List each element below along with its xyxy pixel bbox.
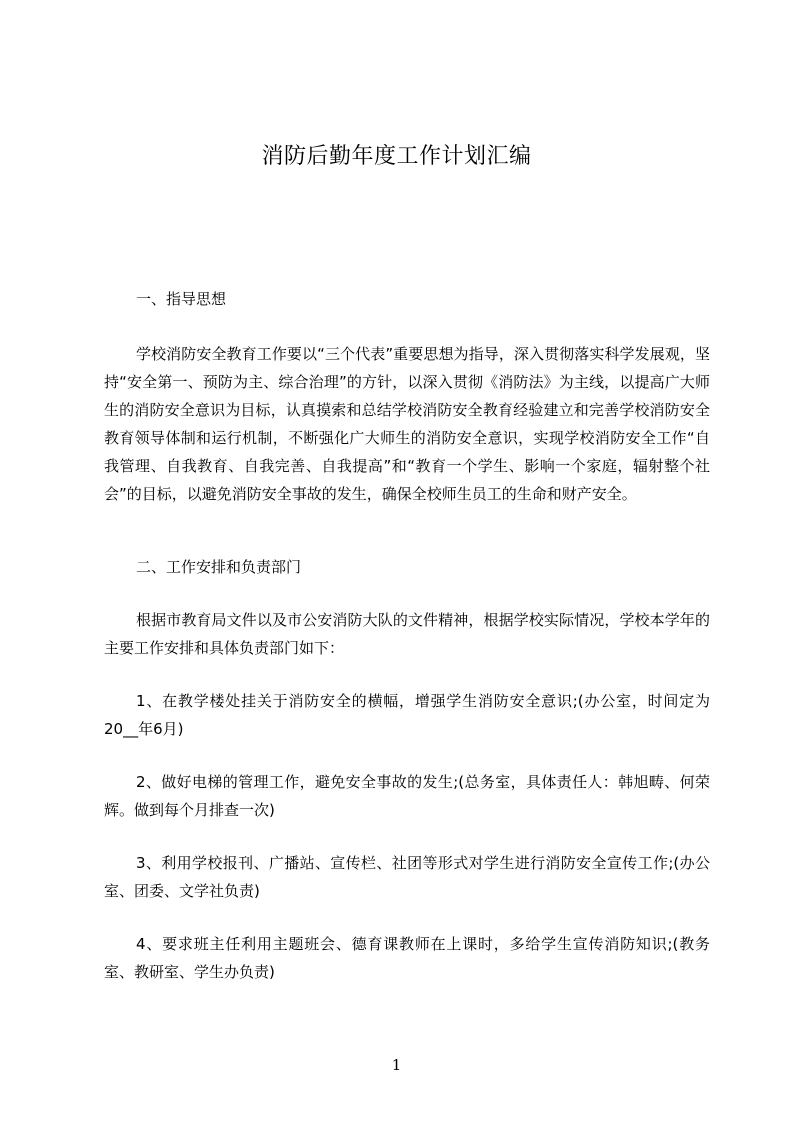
page-number: 1 [391, 1056, 402, 1074]
paragraph-item-3: 3、利用学校报刊、广播站、宣传栏、社团等形式对学生进行消防安全宣传工作;(办公室、团委、文学社负责) [104, 854, 710, 900]
document-title: 消防后勤年度工作计划汇编 [261, 144, 532, 169]
section-heading-guiding-ideology: 一、指导思想 [136, 290, 227, 308]
paragraph-guiding-ideology: 学校消防安全教育工作要以“三个代表”重要思想为指导，深入贯彻落实科学发展观，坚持“安全第一、预防为主、综合治理”的方针，以深入贯彻《消防法》为主线，以提高广大师生的消防安全意识为目标，认真摸索和总结学校消防安全教育经验建立和完善学校消防安全教育领导体制和运行机制，不断强化广大师生的消防安全意识，实现学校消防安全工作“自我管理、自我教育、自我完善、自我提高”和“教育一个学生、影响一个家庭，辐射整个社会”的目标，以避免消防安全事故的发生，确保全校师生员工的生命和财产安全。 [104, 345, 710, 503]
paragraph-work-intro: 根据市教育局文件以及市公安消防大队的文件精神，根据学校实际情况，学校本学年的主要工作安排和具体负责部门如下： [104, 611, 710, 657]
paragraph-item-1: 1、在教学楼处挂关于消防安全的横幅，增强学生消防安全意识;(办公室，时间定为20__年6月) [104, 692, 710, 738]
paragraph-item-2: 2、做好电梯的管理工作，避免安全事故的发生;(总务室，具体责任人：韩旭畴、何荣辉。做到每个月排查一次) [104, 773, 710, 819]
paragraph-item-4: 4、要求班主任利用主题班会、德育课教师在上课时，多给学生宣传消防知识;(教务室、教研室、学生办负责) [104, 935, 710, 981]
section-heading-work-arrangement: 二、工作安排和负责部门 [136, 558, 302, 576]
